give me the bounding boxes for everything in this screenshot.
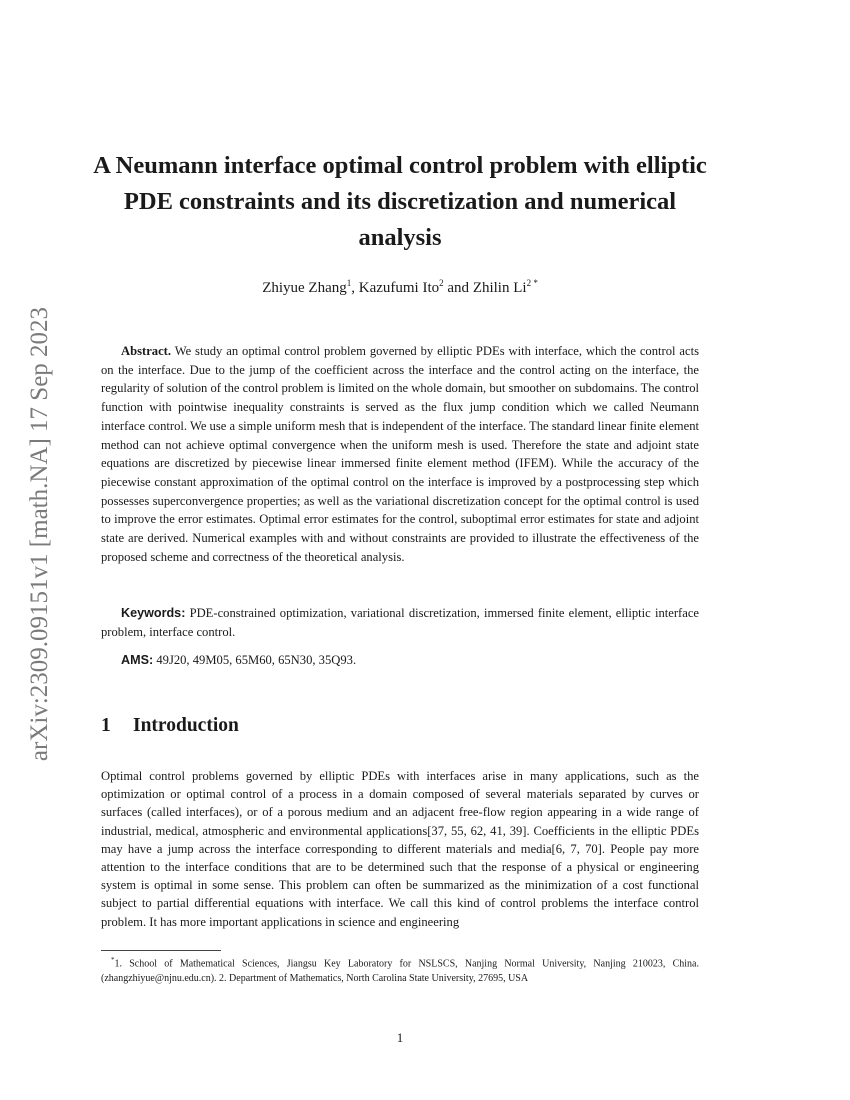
affiliation-mark: 1: [346, 278, 352, 288]
abstract-text: We study an optimal control problem governed by elliptic PDEs with interface, which the control acts on the interface. Due to the jump of the coefficient across the interface and the control acting on the interface, the regularity of solution of the control problem is limited on the whole domain, but smoother on subdomains. The control function with pointwise inequality constraints is served as the flux jump condition which we called Neumann interface control. We use a simple uniform mesh that is independent of the interface. The standard linear finite element method can not achieve optimal convergence when the uniform mesh is used. Therefore the state and adjoint state equations are discretized by piecewise linear immersed finite element method (IFEM). While the accuracy of the piecewise constant approximation of the optimal control on the interface is improved by a postprocessing step which possesses superconvergence properties; as well as the variational discretization concept for the optimal control is used to improve the error estimates. Optimal error estimates for the control, suboptimal error estimates for state and adjoint state are derived. Numerical examples with and without constraints are provided to illustrate the effectiveness of the proposed scheme and correctness of the theoretical analysis.: [101, 344, 699, 564]
section-heading: [101, 715, 239, 737]
author-name: Zhiyue Zhang: [262, 280, 347, 296]
footnote-mark: *: [531, 278, 538, 288]
keywords-label: Keywords:: [121, 606, 186, 620]
footnote-divider: [101, 950, 221, 951]
ams-label: AMS:: [121, 653, 154, 667]
author-separator: ,: [351, 280, 359, 296]
section-title: Introduction: [133, 715, 239, 736]
author-name: Kazufumi Ito: [358, 280, 440, 296]
ams-classification: [101, 651, 699, 670]
abstract: [101, 342, 699, 566]
author-separator: and: [443, 280, 473, 296]
section-number: 1: [101, 715, 111, 736]
page-number: 1: [396, 1030, 404, 1045]
introduction-paragraph: Optimal control problems governed by elliptic PDEs with interfaces arise in many applications, such as the optimization or optimal control of a process in a domain composed of several materials separated by curves or surfaces (called interfaces), or of a porous medium and an adjacent free-flow region appearing in a wide range of industrial, medical, atmospheric and environmental applications[37, 55, 62, 41, 39]. Coefficients in the elliptic PDEs may have a jump across the interface corresponding to different materials and media[6, 7, 70]. People pay more attention to the interface conditions that are to be determined such that the response of a physical or engineering system is optimal in some sense. This problem can often be summarized as the minimization of a cost functional subject to partial differential equations with interface. We call this kind of control problems the interface control problem. It has more important applications in science and engineering: [101, 769, 699, 929]
affiliation-mark: 2: [526, 278, 532, 288]
footnote-marker: *: [111, 956, 115, 964]
paper-title: A Neumann interface optimal control problem with elliptic PDE constraints and its discretization and numerical analysis: [93, 152, 707, 251]
ams-codes: 49J20, 49M05, 65M60, 65N30, 35Q93.: [156, 653, 357, 667]
footnote: [101, 953, 699, 986]
affiliation-mark: 2: [439, 278, 444, 288]
abstract-label: Abstract.: [121, 344, 172, 358]
keywords-text: PDE-constrained optimization, variational discretization, immersed finite element, elliptic interface problem, interface control.: [101, 606, 699, 639]
arxiv-identifier-stamp: arXiv:2309.09151v1 [math.NA] 17 Sep 2023: [26, 306, 53, 762]
author-name: Zhilin Li: [472, 280, 527, 296]
footnote-text: 1. School of Mathematical Sciences, Jiangsu Key Laboratory for NSLSCS, Nanjing Normal University, Nanjing 210023, China. (zhangzhiyue@njnu.edu.cn). 2. Department of Mathematics, North Carolina State University, 27695, USA: [101, 958, 699, 984]
keywords: [101, 604, 699, 641]
author-list: [0, 278, 800, 297]
